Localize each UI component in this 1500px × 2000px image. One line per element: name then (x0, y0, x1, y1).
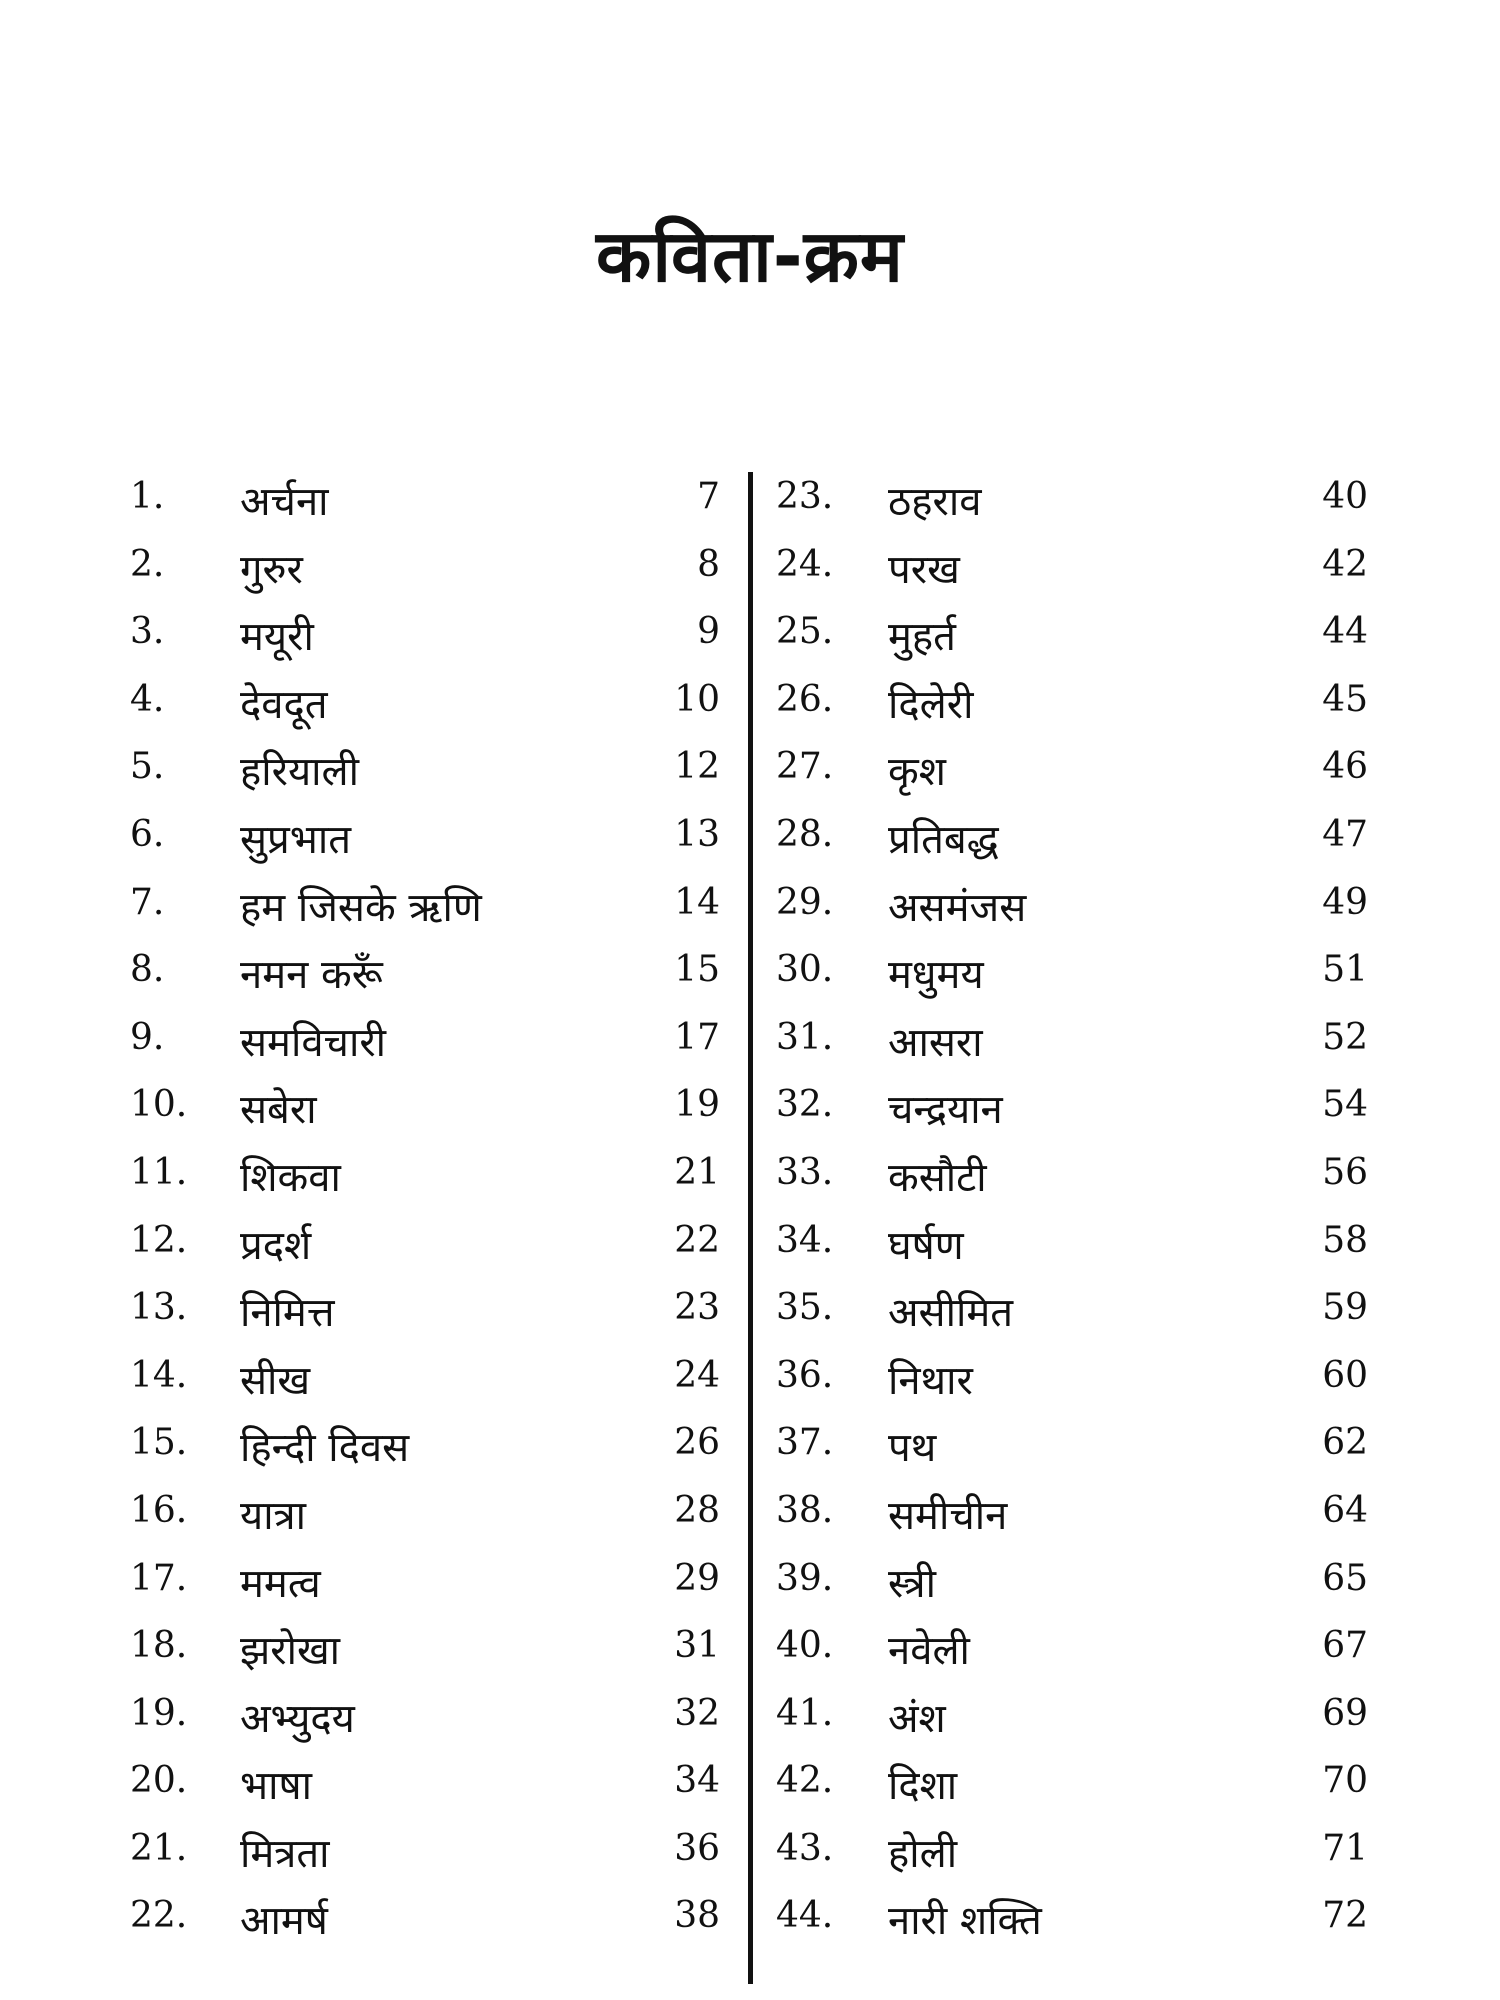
entry-number: 29. (776, 881, 834, 923)
entry-page-number: 70 (1322, 1760, 1368, 1802)
toc-entry (130, 472, 720, 540)
entry-number: 41. (776, 1692, 834, 1734)
toc-entry (776, 1216, 1368, 1284)
entry-title: नमन करूँ (240, 952, 383, 999)
entry-title: ठहराव (888, 479, 982, 525)
toc-entry (776, 1689, 1368, 1757)
entry-page-number: 54 (1322, 1084, 1368, 1126)
page-title: कविता-क्रम (596, 214, 904, 298)
entry-page-number: 10 (674, 678, 720, 720)
entry-title: देवदूत (240, 681, 328, 728)
entry-number: 32. (776, 1084, 834, 1126)
toc-entry (130, 1554, 720, 1622)
entry-number: 30. (776, 949, 834, 991)
toc-entry (130, 1351, 720, 1419)
toc-entry (130, 1689, 720, 1757)
toc-entry (776, 1148, 1368, 1216)
entry-number: 36. (776, 1354, 834, 1396)
toc-entry (130, 1756, 720, 1824)
toc-entry (776, 1756, 1368, 1824)
entry-number: 34. (776, 1219, 834, 1261)
entry-page-number: 28 (674, 1489, 720, 1531)
toc-entry (130, 1216, 720, 1284)
entry-number: 44. (776, 1895, 834, 1937)
entry-page-number: 38 (674, 1895, 720, 1937)
toc-entry (776, 1621, 1368, 1689)
entry-title: सबेरा (240, 1087, 317, 1134)
entry-title: ममत्व (240, 1560, 321, 1607)
toc-entry (776, 1824, 1368, 1892)
entry-page-number: 7 (697, 476, 720, 517)
toc-entry (130, 1080, 720, 1148)
entry-number: 13. (130, 1287, 188, 1329)
toc-entry (130, 742, 720, 810)
entry-number: 17. (130, 1557, 188, 1599)
entry-title: नवेली (888, 1628, 970, 1675)
entry-page-number: 69 (1322, 1692, 1368, 1734)
entry-number: 11. (130, 1151, 188, 1193)
entry-number: 40. (776, 1625, 834, 1667)
entry-title: प्रदर्श (240, 1222, 312, 1269)
entry-page-number: 12 (674, 746, 720, 788)
toc-entry (776, 810, 1368, 878)
entry-title: सुप्रभात (240, 816, 352, 863)
toc-entry (130, 607, 720, 675)
toc-entry (776, 1891, 1368, 1959)
entry-page-number: 62 (1322, 1422, 1368, 1464)
toc-entry (776, 1283, 1368, 1351)
toc-entry (776, 607, 1368, 675)
entry-page-number: 44 (1322, 611, 1368, 653)
entry-number: 10. (130, 1084, 188, 1126)
entry-page-number: 72 (1322, 1895, 1368, 1937)
entry-number: 12. (130, 1219, 188, 1261)
entry-page-number: 9 (697, 611, 720, 653)
toc-left-column (130, 472, 720, 1959)
entry-title: अभ्युदय (240, 1695, 355, 1742)
entry-page-number: 17 (674, 1016, 720, 1058)
entry-page-number: 26 (674, 1422, 720, 1464)
entry-page-number: 58 (1322, 1219, 1368, 1261)
entry-number: 2. (130, 543, 165, 585)
entry-title: निथार (888, 1357, 973, 1404)
entry-page-number: 8 (697, 543, 720, 585)
entry-title: पथ (888, 1425, 937, 1472)
entry-number: 33. (776, 1151, 834, 1193)
entry-title: गुरुर (240, 546, 303, 593)
entry-number: 14. (130, 1354, 188, 1396)
toc-entry (130, 1283, 720, 1351)
entry-number: 38. (776, 1489, 834, 1531)
entry-number: 23. (776, 476, 834, 517)
entry-title: परख (888, 546, 960, 593)
toc-entry (130, 1418, 720, 1486)
entry-number: 4. (130, 678, 165, 720)
entry-title: यात्रा (240, 1492, 306, 1539)
entry-page-number: 56 (1322, 1151, 1368, 1193)
toc-entry (130, 810, 720, 878)
entry-title: अंश (888, 1695, 946, 1742)
entry-number: 42. (776, 1760, 834, 1802)
entry-number: 7. (130, 881, 165, 923)
entry-page-number: 40 (1322, 476, 1368, 517)
entry-page-number: 15 (674, 949, 720, 991)
entry-page-number: 22 (674, 1219, 720, 1261)
entry-page-number: 24 (674, 1354, 720, 1396)
entry-title: मित्रता (240, 1830, 330, 1877)
entry-number: 3. (130, 611, 165, 653)
entry-page-number: 31 (674, 1625, 720, 1667)
entry-number: 20. (130, 1760, 188, 1802)
entry-number: 27. (776, 746, 834, 788)
entry-page-number: 23 (674, 1287, 720, 1329)
entry-page-number: 67 (1322, 1625, 1368, 1667)
entry-page-number: 21 (674, 1151, 720, 1193)
entry-title: समीचीन (888, 1492, 1008, 1539)
entry-number: 9. (130, 1016, 165, 1058)
toc-right-column (776, 472, 1368, 1959)
entry-title: कसौटी (888, 1154, 987, 1201)
entry-title: भाषा (240, 1763, 312, 1810)
entry-title: मुहर्त (888, 614, 956, 661)
toc-entry (776, 540, 1368, 608)
toc-entry (130, 1824, 720, 1892)
entry-number: 21. (130, 1827, 188, 1869)
entry-page-number: 19 (674, 1084, 720, 1126)
entry-page-number: 45 (1322, 678, 1368, 720)
toc-entry (776, 1554, 1368, 1622)
entry-title: दिशा (888, 1763, 958, 1810)
entry-title: होली (888, 1830, 958, 1877)
entry-title: चन्द्रयान (888, 1087, 1003, 1134)
entry-number: 1. (130, 476, 165, 517)
entry-number: 18. (130, 1625, 188, 1667)
entry-title: स्त्री (888, 1560, 936, 1607)
entry-title: दिलेरी (888, 681, 974, 728)
entry-page-number: 52 (1322, 1016, 1368, 1058)
entry-page-number: 29 (674, 1557, 720, 1599)
entry-page-number: 13 (674, 813, 720, 855)
toc-entry (776, 1486, 1368, 1554)
entry-title: शिकवा (240, 1154, 341, 1201)
entry-number: 31. (776, 1016, 834, 1058)
toc-entry (776, 945, 1368, 1013)
toc-entry (130, 1486, 720, 1554)
entry-page-number: 49 (1322, 881, 1368, 923)
entry-page-number: 64 (1322, 1489, 1368, 1531)
entry-number: 39. (776, 1557, 834, 1599)
entry-title: असीमित (888, 1290, 1014, 1337)
toc-entry (130, 540, 720, 608)
entry-page-number: 14 (674, 881, 720, 923)
entry-page-number: 71 (1322, 1827, 1368, 1869)
toc-entry (130, 675, 720, 743)
entry-title: हरियाली (240, 749, 359, 796)
toc-entry (130, 1148, 720, 1216)
entry-title: झरोखा (240, 1628, 341, 1675)
column-divider (748, 472, 753, 1984)
entry-title: मधुमय (888, 952, 984, 999)
entry-number: 25. (776, 611, 834, 653)
entry-number: 35. (776, 1287, 834, 1329)
toc-entry (776, 675, 1368, 743)
entry-number: 5. (130, 746, 165, 788)
entry-page-number: 42 (1322, 543, 1368, 585)
entry-title: समविचारी (240, 1019, 387, 1066)
toc-entry (776, 1351, 1368, 1419)
entry-page-number: 36 (674, 1827, 720, 1869)
toc-entry (776, 472, 1368, 540)
entry-title: मयूरी (240, 614, 314, 661)
entry-number: 15. (130, 1422, 188, 1464)
entry-title: हिन्दी दिवस (240, 1425, 410, 1472)
toc-entry (130, 1013, 720, 1081)
entry-title: प्रतिबद्ध (888, 816, 999, 863)
entry-page-number: 51 (1322, 949, 1368, 991)
entry-title: नारी शक्ति (888, 1898, 1042, 1945)
entry-page-number: 32 (674, 1692, 720, 1734)
entry-number: 43. (776, 1827, 834, 1869)
entry-title: असमंजस (888, 884, 1027, 931)
entry-number: 28. (776, 813, 834, 855)
entry-number: 8. (130, 949, 165, 991)
entry-title: आमर्ष (240, 1898, 328, 1945)
entry-title: सीख (240, 1357, 311, 1404)
entry-page-number: 46 (1322, 746, 1368, 788)
entry-number: 19. (130, 1692, 188, 1734)
toc-entry (130, 878, 720, 946)
toc-entry (130, 945, 720, 1013)
toc-entry (130, 1891, 720, 1959)
entry-number: 24. (776, 543, 834, 585)
entry-title: आसरा (888, 1019, 983, 1066)
toc-entry (130, 1621, 720, 1689)
toc-entry (776, 1013, 1368, 1081)
entry-title: कृश (888, 749, 946, 796)
toc-entry (776, 742, 1368, 810)
entry-page-number: 60 (1322, 1354, 1368, 1396)
entry-page-number: 34 (674, 1760, 720, 1802)
entry-number: 26. (776, 678, 834, 720)
entry-title: हम जिसके ऋणि (240, 884, 482, 931)
entry-number: 6. (130, 813, 165, 855)
entry-number: 16. (130, 1489, 188, 1531)
entry-page-number: 65 (1322, 1557, 1368, 1599)
entry-title: घर्षण (888, 1222, 964, 1269)
entry-page-number: 59 (1322, 1287, 1368, 1329)
entry-title: निमित्त (240, 1290, 335, 1337)
entry-number: 37. (776, 1422, 834, 1464)
entry-page-number: 47 (1322, 813, 1368, 855)
entry-number: 22. (130, 1895, 188, 1937)
toc-entry (776, 1418, 1368, 1486)
entry-title: अर्चना (240, 479, 329, 525)
toc-entry (776, 878, 1368, 946)
toc-entry (776, 1080, 1368, 1148)
